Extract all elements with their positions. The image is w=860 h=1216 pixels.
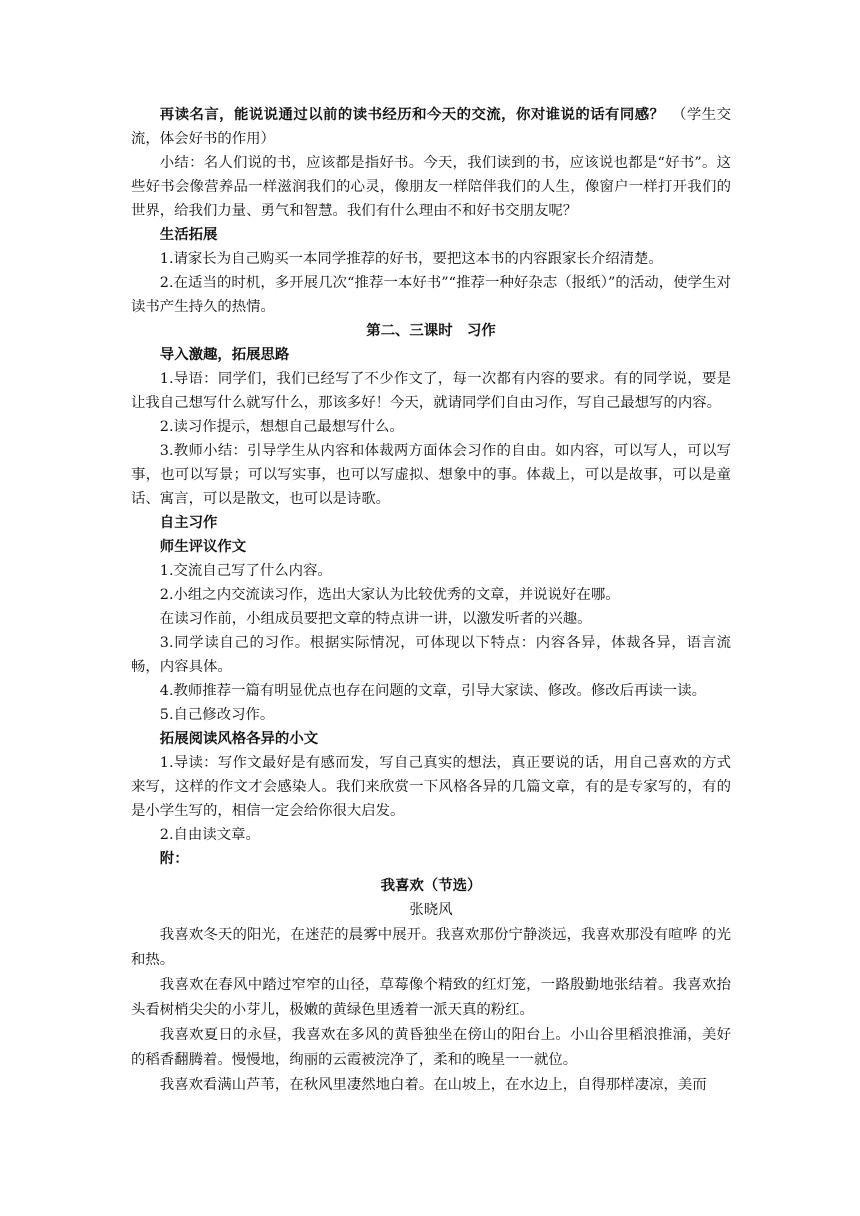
intro-section-heading: 导入激趣，拓展思路 bbox=[159, 346, 290, 363]
reading-item: 1.导读：写作文最好是有感而发，写自己真实的想法，真正要说的话，用自己喜欢的方式来写，这样的作文才会感染人。我们来欣赏一下风格各异的几篇文章，有的是专家写的，有的是小学生写的，相信一定会给你很大启发。 bbox=[131, 755, 731, 819]
life-extension-heading: 生活拓展 bbox=[159, 226, 218, 243]
review-item: 3.同学读自己的习作。根据实际情况，可体现以下特点：内容各异，体裁各异，语言流畅，内容具体。 bbox=[131, 635, 731, 675]
reading-item: 2.自由读文章。 bbox=[159, 827, 260, 843]
review-item: 在读习作前，小组成员要把文章的特点讲一讲，以激发听者的兴趣。 bbox=[159, 611, 592, 627]
article-author: 张晓风 bbox=[409, 902, 453, 918]
lesson-title: 第二、三课时 习作 bbox=[366, 322, 496, 339]
review-item: 4.教师推荐一篇有明显优点也存在问题的文章，引导大家读、修改。修改后再读一读。 bbox=[159, 683, 706, 699]
article bbox=[131, 873, 731, 1098]
review-item: 5.自己修改习作。 bbox=[159, 707, 275, 723]
intro-section-item: 2.读习作提示，想想自己最想写什么。 bbox=[159, 419, 404, 435]
review-heading: 师生评议作文 bbox=[159, 538, 247, 555]
document-page bbox=[131, 103, 731, 1098]
self-writing-heading: 自主习作 bbox=[159, 514, 218, 531]
intro-section-item: 3.教师小结：引导学生从内容和体裁两方面体会习作的自由。如内容，可以写人，可以写事，也可以写景；可以写实事，也可以写虚拟、想象中的事。体裁上，可以是故事，可以是童话、寓言，可以是散文，也可以是诗歌。 bbox=[131, 443, 731, 507]
reading-heading: 拓展阅读风格各异的小文 bbox=[159, 730, 319, 747]
appendix-label: 附： bbox=[159, 850, 189, 867]
article-paragraph: 我喜欢冬天的阳光，在迷茫的晨雾中展开。我喜欢那份宁静淡远，我喜欢那没有喧哗 的光和热。 bbox=[131, 927, 731, 968]
intro-section-item: 1.导语：同学们，我们已经写了不少作文了，每一次都有内容的要求。有的同学说，要是让我自己想写什么就写什么，那该多好！今天，就请同学们自由习作，写自己最想写的内容。 bbox=[131, 371, 731, 411]
life-extension-item: 2.在适当的时机，多开展几次“推荐一本好书”“推荐一种好杂志（报纸）”的活动，使学生对读书产生持久的热情。 bbox=[131, 275, 731, 315]
life-extension-item: 1.请家长为自己购买一本同学推荐的好书，要把这本书的内容跟家长介绍清楚。 bbox=[159, 251, 663, 267]
article-title: 我喜欢（节选） bbox=[380, 877, 482, 894]
intro-question: 再读名言，能说说通过以前的读书经历和今天的交流，你对谁说的话有同感？ bbox=[159, 106, 665, 123]
intro-note: （学生交流，体会好书的作用） bbox=[131, 107, 731, 147]
article-paragraph: 我喜欢夏日的永昼，我喜欢在多风的黄昏独坐在傍山的阳台上。小山谷里稻浪推涌，美好的稻香翻腾着。慢慢地，绚丽的云霞被浣净了，柔和的晚星一一就位。 bbox=[131, 1027, 731, 1068]
intro-paragraph bbox=[131, 103, 731, 151]
review-item: 2.小组之内交流读习作，选出大家认为比较优秀的文章，并说说好在哪。 bbox=[159, 587, 620, 603]
article-paragraph: 我喜欢看满山芦苇，在秋风里凄然地白着。在山坡上，在水边上，自得那样凄凉，美而 bbox=[159, 1077, 707, 1093]
article-paragraph: 我喜欢在春风中踏过窄窄的山径，草莓像个精致的红灯笼，一路殷勤地张结着。我喜欢抬头看树梢尖尖的小芽儿，极嫩的黄绿色里透着一派天真的粉红。 bbox=[131, 977, 731, 1018]
review-item: 1.交流自己写了什么内容。 bbox=[159, 563, 332, 579]
intro-summary: 小结：名人们说的书，应该都是指好书。今天，我们读到的书，应该说也都是“好书”。这些好书会像营养品一样滋润我们的心灵，像朋友一样陪伴我们的人生，像窗户一样打开我们的世界，给我们力量、勇气和智慧。我们有什么理由不和好书交朋友呢？ bbox=[131, 155, 731, 219]
